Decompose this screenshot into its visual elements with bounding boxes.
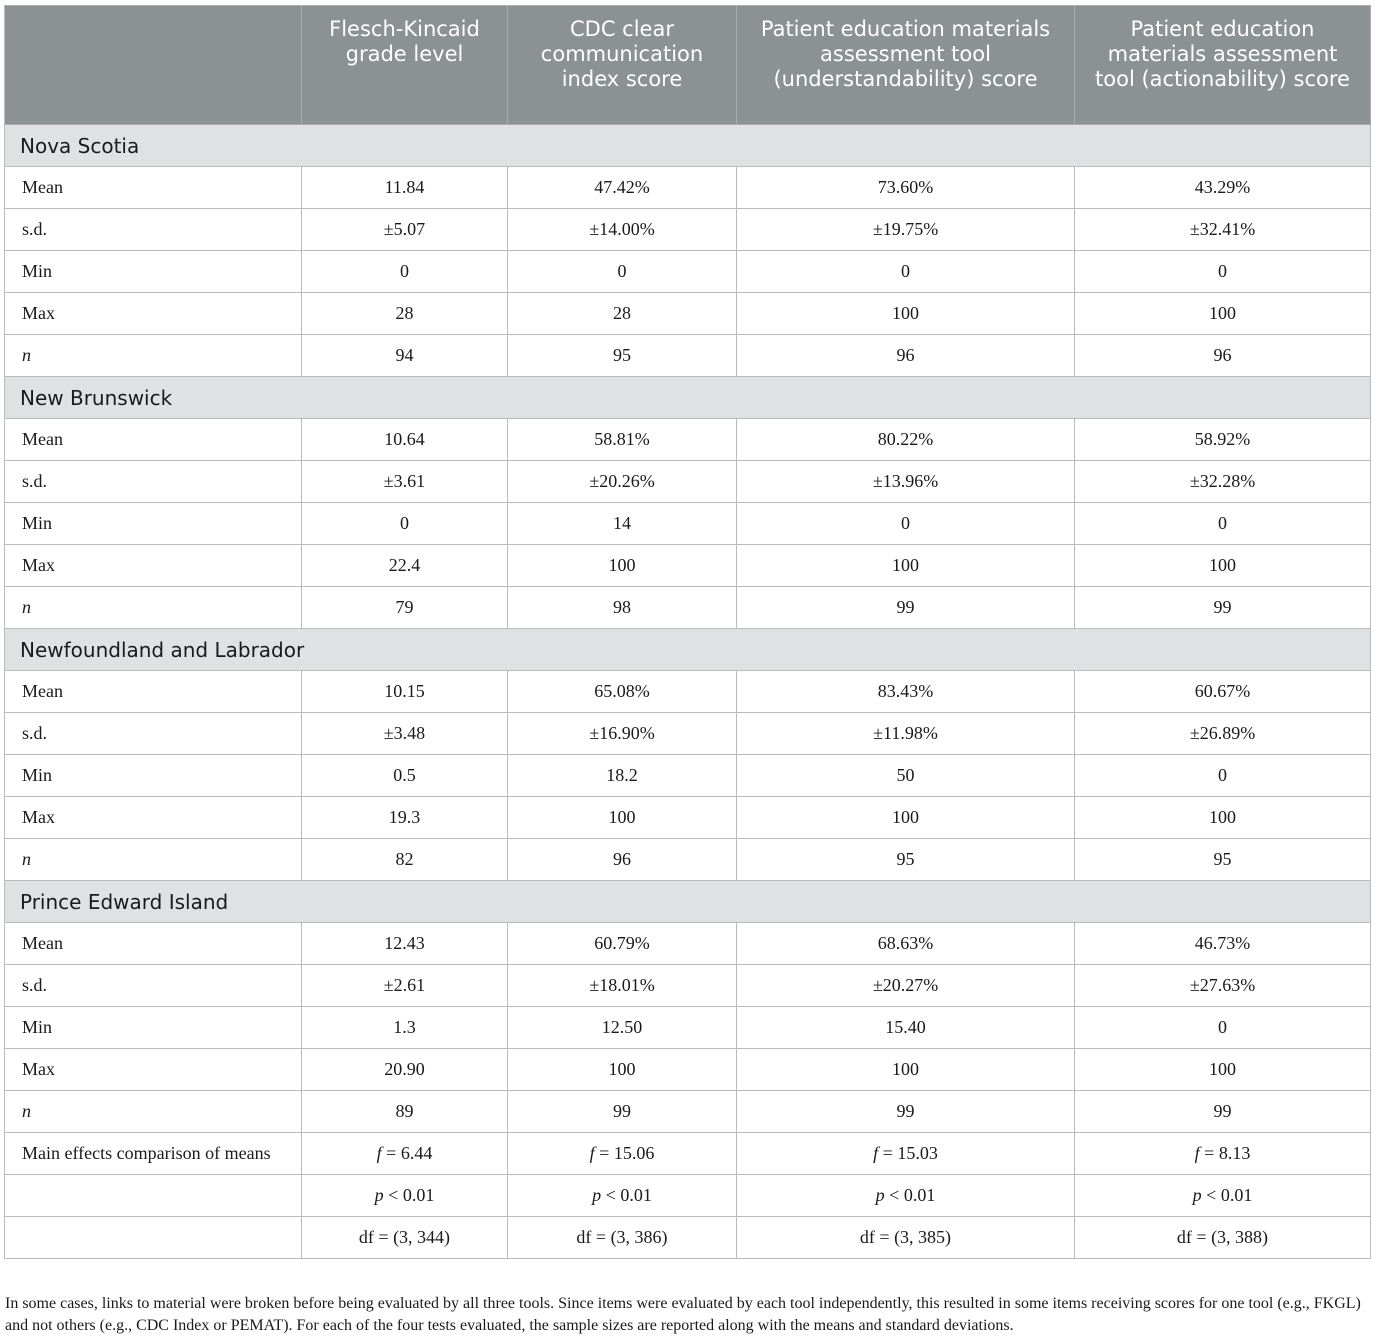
f-statistic-cell: f = 8.13 [1075, 1133, 1371, 1175]
table-row [5, 839, 1371, 881]
table-cell: ±3.48 [302, 713, 508, 755]
header-pemat-understandability: Patient education materials assessment tool (understandability) score [737, 6, 1075, 125]
table-cell: 22.4 [302, 545, 508, 587]
table-cell: 96 [1075, 335, 1371, 377]
table-cell: 83.43% [737, 671, 1075, 713]
table-cell: 0 [302, 251, 508, 293]
empty-label-cell [5, 1175, 302, 1217]
table-cell: 79 [302, 587, 508, 629]
table-cell: 99 [1075, 587, 1371, 629]
row-label: n [5, 1091, 302, 1133]
table-row [5, 923, 1371, 965]
table-cell: 94 [302, 335, 508, 377]
p-value-cell: p < 0.01 [508, 1175, 737, 1217]
table-cell: 0 [1075, 755, 1371, 797]
table-cell: ±27.63% [1075, 965, 1371, 1007]
table-cell: 60.79% [508, 923, 737, 965]
table-cell: 46.73% [1075, 923, 1371, 965]
f-symbol: f [589, 1143, 595, 1163]
table-cell: 100 [737, 1049, 1075, 1091]
table-cell: ±18.01% [508, 965, 737, 1007]
table-cell: 0 [302, 503, 508, 545]
table-cell: 100 [508, 1049, 737, 1091]
table-cell: 65.08% [508, 671, 737, 713]
table-row-degrees-of-freedom [5, 1217, 1371, 1259]
table-footnote: In some cases, links to material were broken before being evaluated by all three tools. Since items were evaluated by each tool independently, this resulted in some items receiving scores for one tool (e.g., FKGL) and not others (e.g., CDC Index or PEMAT). For each of the four tests evaluated, the sample sizes are reported along with the means and standard deviations. [5, 1295, 1361, 1334]
table-row [5, 503, 1371, 545]
table-cell: ±2.61 [302, 965, 508, 1007]
row-label: Max [5, 545, 302, 587]
table-row [5, 167, 1371, 209]
p-value: 0.01 [903, 1185, 936, 1205]
row-label: Min [5, 503, 302, 545]
p-value: 0.01 [402, 1185, 435, 1205]
p-symbol: p [1192, 1185, 1202, 1205]
table-cell: 14 [508, 503, 737, 545]
table-cell: 11.84 [302, 167, 508, 209]
table-cell: 99 [737, 1091, 1075, 1133]
table-cell: 80.22% [737, 419, 1075, 461]
p-value: 0.01 [1220, 1185, 1253, 1205]
table-cell: ±32.41% [1075, 209, 1371, 251]
table-container [4, 5, 1370, 1259]
table-cell: ±11.98% [737, 713, 1075, 755]
row-label: Max [5, 797, 302, 839]
table-cell: 73.60% [737, 167, 1075, 209]
row-label: Max [5, 293, 302, 335]
table-cell: 12.43 [302, 923, 508, 965]
table-cell: 28 [508, 293, 737, 335]
df-cell: df = (3, 386) [508, 1217, 737, 1259]
table-cell: 0 [737, 251, 1075, 293]
header-fkgl: Flesch-Kincaid grade level [302, 6, 508, 125]
table-cell: 28 [302, 293, 508, 335]
p-symbol: p [875, 1185, 885, 1205]
section-title: Newfoundland and Labrador [5, 629, 1371, 671]
section-row [5, 881, 1371, 923]
p-value: 0.01 [620, 1185, 652, 1205]
p-symbol: p [374, 1185, 384, 1205]
main-effects-label: Main effects comparison of means [5, 1133, 302, 1175]
table-cell: ±32.28% [1075, 461, 1371, 503]
table-body [5, 125, 1371, 1259]
f-statistic-cell: f = 6.44 [302, 1133, 508, 1175]
row-label: s.d. [5, 461, 302, 503]
table-cell: 100 [1075, 545, 1371, 587]
table-row [5, 587, 1371, 629]
f-symbol: f [376, 1143, 382, 1163]
p-value-cell: p < 0.01 [1075, 1175, 1371, 1217]
table-cell: 96 [737, 335, 1075, 377]
row-label: Min [5, 755, 302, 797]
readability-scores-table [4, 5, 1371, 1259]
table-row [5, 1049, 1371, 1091]
table-cell: 43.29% [1075, 167, 1371, 209]
table-cell: 50 [737, 755, 1075, 797]
table-cell: 95 [1075, 839, 1371, 881]
header-row [5, 6, 1371, 125]
table-row [5, 797, 1371, 839]
table-cell: 68.63% [737, 923, 1075, 965]
section-title: Prince Edward Island [5, 881, 1371, 923]
table-row [5, 1007, 1371, 1049]
p-value-cell: p < 0.01 [302, 1175, 508, 1217]
table-row-f-statistic [5, 1133, 1371, 1175]
table-row-p-value [5, 1175, 1371, 1217]
table-cell: 100 [737, 293, 1075, 335]
table-cell: ±19.75% [737, 209, 1075, 251]
df-cell: df = (3, 344) [302, 1217, 508, 1259]
section-title: Nova Scotia [5, 125, 1371, 167]
table-row [5, 419, 1371, 461]
table-cell: ±16.90% [508, 713, 737, 755]
df-cell: df = (3, 388) [1075, 1217, 1371, 1259]
table-row [5, 293, 1371, 335]
empty-label-cell [5, 1217, 302, 1259]
table-cell: 0 [1075, 1007, 1371, 1049]
section-row [5, 629, 1371, 671]
table-cell: 58.81% [508, 419, 737, 461]
table-cell: 100 [1075, 1049, 1371, 1091]
table-cell: 18.2 [508, 755, 737, 797]
section-row [5, 377, 1371, 419]
row-label: Mean [5, 419, 302, 461]
table-cell: 58.92% [1075, 419, 1371, 461]
row-label: Mean [5, 671, 302, 713]
row-label: s.d. [5, 965, 302, 1007]
f-value: 15.03 [897, 1143, 938, 1163]
table-cell: 95 [508, 335, 737, 377]
f-value: 6.44 [400, 1143, 433, 1163]
table-row [5, 755, 1371, 797]
header-cdc-index: CDC clear communication index score [508, 6, 737, 125]
row-label: Min [5, 1007, 302, 1049]
table-row [5, 671, 1371, 713]
row-label: s.d. [5, 209, 302, 251]
table-cell: 0 [737, 503, 1075, 545]
table-cell: ±13.96% [737, 461, 1075, 503]
table-cell: 10.15 [302, 671, 508, 713]
f-statistic-cell: f = 15.03 [737, 1133, 1075, 1175]
table-cell: 95 [737, 839, 1075, 881]
table-row [5, 713, 1371, 755]
row-label: Mean [5, 923, 302, 965]
table-row [5, 335, 1371, 377]
table-cell: 100 [508, 545, 737, 587]
table-cell: 100 [1075, 293, 1371, 335]
table-cell: 19.3 [302, 797, 508, 839]
table-cell: 60.67% [1075, 671, 1371, 713]
table-cell: 100 [508, 797, 737, 839]
section-row [5, 125, 1371, 167]
header-pemat-actionability: Patient education materials assessment tool (actionability) score [1075, 6, 1371, 125]
table-cell: 0 [508, 251, 737, 293]
table-cell: 12.50 [508, 1007, 737, 1049]
table-row [5, 1091, 1371, 1133]
table-cell: 96 [508, 839, 737, 881]
table-cell: 100 [737, 545, 1075, 587]
table-cell: 47.42% [508, 167, 737, 209]
table-row [5, 461, 1371, 503]
table-cell: 15.40 [737, 1007, 1075, 1049]
row-label: n [5, 335, 302, 377]
table-cell: ±5.07 [302, 209, 508, 251]
row-label: s.d. [5, 713, 302, 755]
p-symbol: p [592, 1185, 602, 1205]
table-cell: 0.5 [302, 755, 508, 797]
table-row [5, 545, 1371, 587]
f-symbol: f [1194, 1143, 1200, 1163]
table-row [5, 209, 1371, 251]
table-cell: 99 [737, 587, 1075, 629]
table-cell: ±26.89% [1075, 713, 1371, 755]
row-label: n [5, 587, 302, 629]
table-cell: 20.90 [302, 1049, 508, 1091]
table-cell: 100 [1075, 797, 1371, 839]
table-cell: ±20.26% [508, 461, 737, 503]
table-cell: ±20.27% [737, 965, 1075, 1007]
header-blank-cell [5, 6, 302, 125]
row-label: Max [5, 1049, 302, 1091]
table-cell: ±3.61 [302, 461, 508, 503]
row-label: Min [5, 251, 302, 293]
table-cell: 99 [1075, 1091, 1371, 1133]
p-value-cell: p < 0.01 [737, 1175, 1075, 1217]
f-symbol: f [873, 1143, 879, 1163]
table-cell: 10.64 [302, 419, 508, 461]
section-title: New Brunswick [5, 377, 1371, 419]
table-cell: 99 [508, 1091, 737, 1133]
f-value: 8.13 [1218, 1143, 1251, 1163]
row-label: Mean [5, 167, 302, 209]
table-row [5, 965, 1371, 1007]
row-label: n [5, 839, 302, 881]
table-cell: ±14.00% [508, 209, 737, 251]
table-cell: 100 [737, 797, 1075, 839]
table-cell: 98 [508, 587, 737, 629]
df-cell: df = (3, 385) [737, 1217, 1075, 1259]
table-cell: 82 [302, 839, 508, 881]
table-cell: 0 [1075, 251, 1371, 293]
f-value: 15.06 [613, 1143, 655, 1163]
f-statistic-cell: f = 15.06 [508, 1133, 737, 1175]
table-cell: 89 [302, 1091, 508, 1133]
table-cell: 1.3 [302, 1007, 508, 1049]
table-cell: 0 [1075, 503, 1371, 545]
table-row [5, 251, 1371, 293]
